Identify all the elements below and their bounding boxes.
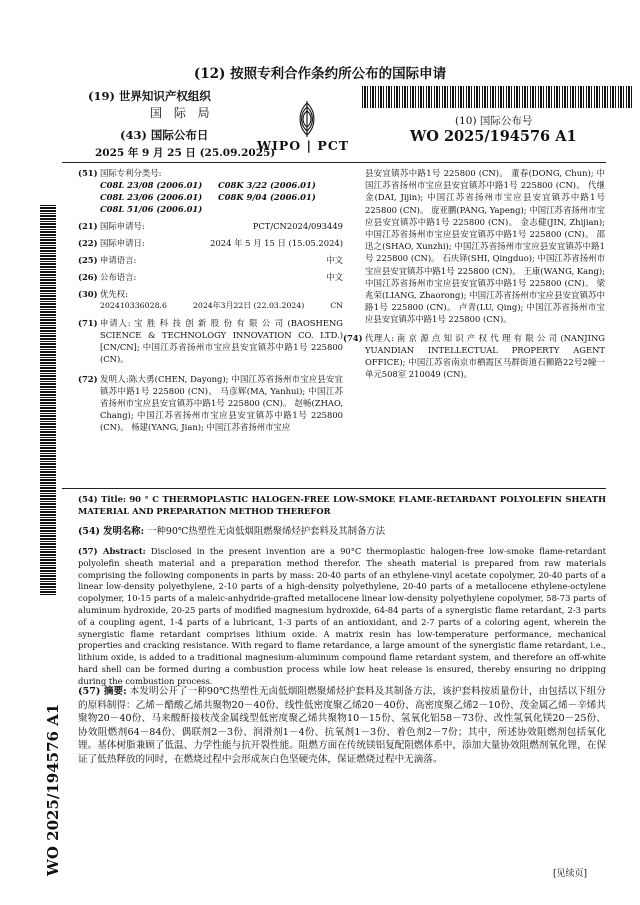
field-number: (71): [78, 318, 98, 328]
ipc-code: C08K 9/04 (2006.01): [218, 192, 316, 202]
field-25: [78, 254, 343, 266]
title-en-label: (54) Title:: [78, 494, 127, 504]
field-22: [78, 237, 343, 249]
field-number: (26): [78, 272, 98, 282]
field-21: [78, 220, 343, 232]
international-bureau: 国 际 局: [150, 106, 214, 120]
field-26: [78, 271, 343, 283]
filing-language: 中文: [326, 255, 343, 265]
ipc-code: [218, 203, 328, 215]
ipc-code: C08L 23/08 (2006.01): [100, 180, 203, 190]
ipc-code: C08K 3/22 (2006.01): [218, 180, 316, 190]
ipc-code: C08L 23/06 (2006.01): [100, 192, 203, 202]
vertical-pub-number: [30, 680, 70, 880]
abstract-zh-text: 本发明公开了一种90℃热塑性无卤低烟阻燃聚烯烃护套料及其制备方法，该护套料按质量份计，由包括以下组分的原料制得：乙烯－醋酸乙烯共聚物20－40份、线性低密度聚乙烯20－40份、高密度聚乙烯2－10份、茂金属乙烯－辛烯共聚物20－40份、马来酸酐接枝茂金属线型低密度聚乙烯共聚物10－15份、氢氧化铝58－73份、改性氢氧化镁20－25份、协效阻燃剂64－84份、偶联剂2－3份、润滑剂1－4份、抗氧剂1－3份、着色剂2－7份；其中，所述协效阻燃剂包括氧化锂。基体树脂兼顾了低温、力学性能与抗开裂性能。阻燃方面在传统镁铝复配阻燃体系中，添加大量协效阻燃剂氧化锂，在保证了低热释放的同时，在燃烧过程中会形成灰白色坚硬壳体，保证燃烧过程中无滴落。: [78, 686, 606, 765]
field-label: 国际专利分类号:: [100, 168, 162, 178]
vertical-pub-number-text: WO 2025/194576 A1: [44, 703, 62, 876]
field-number: (22): [78, 238, 98, 248]
priority-date: 2024年3月22日 (22.03.2024): [192, 301, 305, 310]
publication-language: 中文: [326, 272, 343, 282]
divider: [62, 162, 606, 163]
field-number: (21): [78, 221, 98, 231]
field-label: 国际申请号:: [100, 221, 145, 231]
agent: 代理人: 南 京 源 点 知 识 产 权 代 理 有 限 公 司 (NANJING YUANDIAN INTELLECTUAL PROPERTY AGENT OFFICE); 中国江苏省南京市栖霞区马群街道石狮路22号2幢一单元508室 210049 (CN)。: [365, 332, 605, 380]
ipc-code: C08L 51/06 (2006.01): [100, 204, 203, 214]
document-title: (12) 按照专利合作条约所公布的国际申请: [193, 66, 447, 82]
field-number: (51): [78, 168, 98, 178]
divider: [62, 488, 606, 489]
side-barcode: [40, 205, 56, 595]
bibliographic-left: [78, 167, 343, 438]
priority-country: CN: [330, 301, 343, 310]
field-label: 申请语言:: [100, 255, 137, 265]
wipo-org-name: (19) 世界知识产权组织: [88, 89, 211, 103]
field-number: (72): [78, 374, 98, 384]
title-zh-text: 一种90℃热塑性无卤低烟阻燃聚烯烃护套料及其制备方法: [147, 526, 386, 537]
inventors: 发明人:陈大勇(CHEN, Dayong); 中国江苏省扬州市宝应县安宜镇苏中路1号 225800 (CN)。 马彦辉(MA, Yanhui); 中国江苏省扬州市宝应县安宜镇苏中路1号 225800 (CN)。 赵畅(ZHAO, Chang); 中国江苏省扬州市宝应县安宜镇苏中路1号 225800 (CN)。 杨建(YANG, Jian); 中国江苏省扬州市宝应: [100, 374, 343, 432]
pub-date: 2025 年 9 月 25 日 (25.09.2025): [95, 147, 276, 159]
pub-date-label: (43) 国际公布日: [120, 128, 209, 142]
field-number: (25): [78, 255, 98, 265]
bibliographic-right: [343, 167, 605, 385]
field-label: 优先权:: [100, 289, 128, 299]
pub-number-label: (10) 国际公布号: [455, 115, 533, 127]
title-en-text: 90 ° C THERMOPLASTIC HALOGEN-FREE LOW-SMOKE FLAME-RETARDANT POLYOLEFIN SHEATH MATERIAL AND PREPARATION METHOD THEREFOR: [78, 494, 606, 516]
applicant: 申请人: 宝 胜 科 技 创 新 股 份 有 限 公 司 (BAOSHENG SCIENCE & TECHNOLOGY INNOVATION CO. LTD.) [CN/CN]; 中国江苏省扬州市宝应县安宜镇苏中路1号 225800 (CN)。: [100, 318, 343, 364]
priority-number: 202410336028.6: [100, 301, 167, 310]
field-72: [78, 373, 343, 433]
field-number: (74): [343, 332, 363, 343]
field-71: [78, 317, 343, 365]
wipo-pct-text: WIPO | PCT: [257, 138, 350, 153]
pub-number: WO 2025/194576 A1: [410, 128, 577, 145]
abstract-en-label: (57) Abstract:: [78, 546, 146, 556]
continued-note: [见续页]: [553, 869, 588, 879]
abstract-chinese: [78, 685, 606, 767]
field-74: [343, 332, 605, 381]
field-label: 国际申请日:: [100, 238, 145, 248]
filing-date: 2024 年 5 月 15 日 (15.05.2024): [210, 238, 343, 248]
abstract-zh-label: (57) 摘要:: [78, 686, 127, 697]
abstract-en-text: Disclosed in the present invention are a 90°C thermoplastic halogen-free low-smoke flame-retardant polyolefin sheath material and a preparation method therefor. The sheath material is prepared from raw materials comprising the following components in parts by mass: 20-40 parts of an ethylene-vinyl acetate copolymer, 20-40 parts of a linear low-density polyethylene, 2-10 parts of a high-density polyethylene, 20-40 parts of a metallocene ethylene-octylene copolymer, 10-15 parts of a maleic-anhydride-grafted metallocene linear low-density polyethylene copolymer, 58-73 parts of aluminum hydroxide, 20-25 parts of modified magnesium hydroxide, 64-84 parts of a synergistic flame retardant, 2-3 parts of a coupling agent, 1-4 parts of a lubricant, 1-3 parts of an antioxidant, and 2-7 parts of a coloring agent, wherein the synergistic flame retardant comprises lithium oxide. A matrix resin has low-temperature performance, mechanical properties and cracking resistance. With regard to flame retardance, a large amount of the synergistic flame retardant, i.e., lithium oxide, is added to a traditional magnesium-aluminum compound flame retardant system, and therefore an off-white hard shell can be formed during a combustion process while low heat release is ensured, thereby ensuring no dripping during the combustion process.: [78, 546, 606, 686]
field-number: (30): [78, 289, 98, 299]
ipc-codes: [100, 179, 343, 215]
title-zh-label: (54) 发明名称:: [78, 526, 145, 537]
title-english: [78, 494, 606, 518]
abstract-english: [78, 546, 606, 688]
barcode: [362, 86, 632, 108]
application-number: PCT/CN2024/093449: [252, 221, 343, 231]
title-chinese: [78, 526, 606, 538]
field-30: [78, 288, 343, 312]
field-51: [78, 167, 343, 215]
inventors-continued: 县安宜镇苏中路1号 225800 (CN)。 董春(DONG, Chun); 中国江苏省扬州市宝应县安宜镇苏中路1号 225800 (CN)。 代继金(DAI, Jijin); 中国江苏省扬州市宝应县安宜镇苏中路1号 225800 (CN)。 庞亚鹏(PANG, Yapeng); 中国江苏省扬州市宝应县安宜镇苏中路1号 225800 (CN)。 金志健(JIN, Zhijian); 中国江苏省扬州市宝应县安宜镇苏中路1号 225800 (CN)。 邵迅之(SHAO, Xunzhi); 中国江苏省扬州市宝应县安宜镇苏中路1号 225800 (CN)。 石庆铎(SHI, Qingduo); 中国江苏省扬州市宝应县安宜镇苏中路1号 225800 (CN)。 王康(WANG, Kang); 中国江苏省扬州市宝应县安宜镇苏中路1号 225800 (CN)。 梁兆荣(LIANG, Zhaorong); 中国江苏省扬州市宝应县安宜镇苏中路1号 225800 (CN)。 卢青(LU, Qing); 中国江苏省扬州市宝应县安宜镇苏中路1号 225800 (CN)。: [365, 168, 605, 325]
field-label: 公布语言:: [100, 272, 137, 282]
